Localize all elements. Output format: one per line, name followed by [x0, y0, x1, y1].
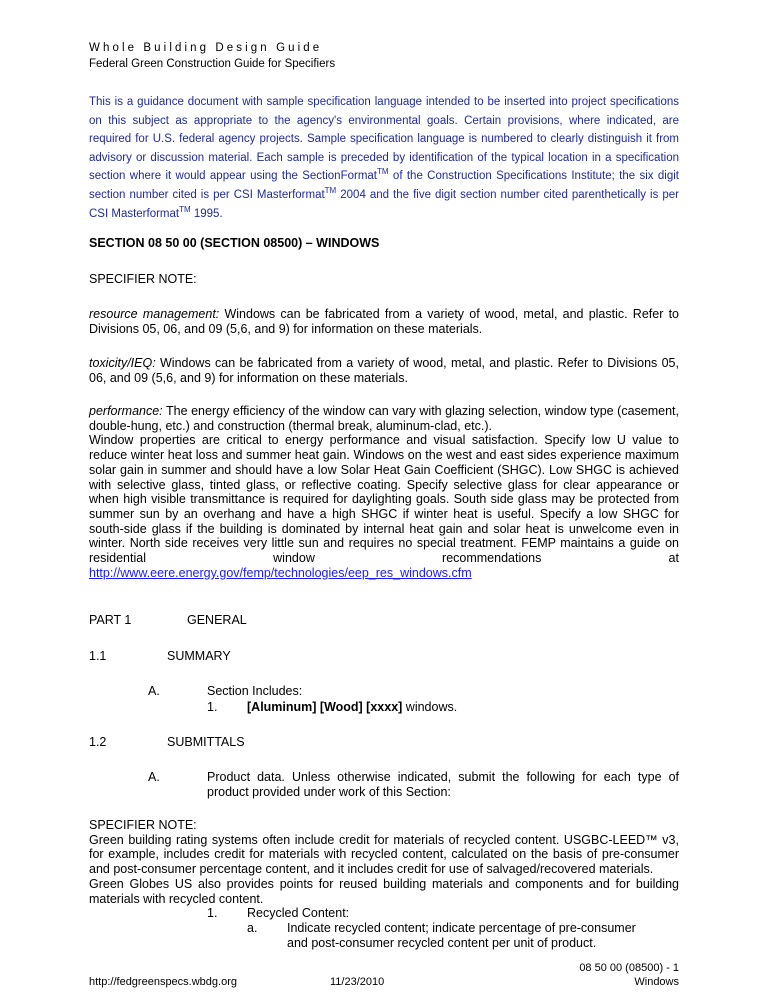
performance-note: performance: The energy efficiency of the window can vary with glazing selection, window type (casement, double-hung, etc.) and construction (thermal break, aluminum-clad, etc.). Window properties are critical to energy performance and visual satisfaction. Specify low U value to reduce winter heat loss and summer heat gain. Windows on the west and east sides experience maximum solar gain in summer and should have a low Solar Heat Gain Coefficient (SHGC). Low SHGC is achieved with selective glass, tinted glass, or reflective coating. Specify selective glass for clear appearance or when high visible transmittance is required for daylighting goals. South side glass may be protected from summer sun by an overhang and have a high SHGC if winter heat is useful. Specify a low SHGC for south-side glass if the building is dominated by internal heat gain and solar heat is unwelcome even in winter. North side receives very little sun and requires no special treatment. FEMP maintains a guide on residential window recommendations at http://www.eere.energy.gov/femp/technologies/eep_res_windows.cfm — [89, 404, 679, 580]
s11-item-number: 1. — [207, 700, 218, 714]
guide-title: Whole Building Design Guide — [89, 42, 323, 54]
s11-title: SUMMARY — [167, 649, 231, 663]
section-title: SECTION 08 50 00 (SECTION 08500) – WINDOWS — [89, 236, 380, 250]
s11-a-text: Section Includes: — [207, 684, 303, 698]
s12-a-text: Product data. Unless otherwise indicated, submit the following for each type of product provided under work of this Section: — [207, 770, 679, 799]
intro-paragraph: This is a guidance document with sample specification language intended to be inserted into project specifications on this subject as appropriate to the agency's environmental goals. Certain provisions, where indicated, are required for U.S. federal agency projects. Sample specification language is numbered to clearly distinguish it from advisory or discussion material. Each sample is preceded by identification of the typical location in a specification section where it would appear using the SectionFormat™ of the Construction Specifications Institute; the six digit section number cited is per CSI Masterformat™ 2004 and the five digit section number cited parenthetically is per CSI Masterformat™ 1995. — [89, 96, 679, 220]
recycled-a-text1: Indicate recycled content; indicate percentage of pre-consumer — [287, 921, 636, 935]
guide-subtitle: Federal Green Construction Guide for Specifiers — [89, 58, 336, 70]
femp-link[interactable]: http://www.eere.energy.gov/femp/technologies/eep_res_windows.cfm — [89, 565, 472, 580]
recycled-number: 1. — [207, 906, 218, 920]
footer-section: Windows — [634, 976, 679, 988]
s12-title: SUBMITTALS — [167, 735, 245, 749]
s12-number: 1.2 — [89, 735, 107, 749]
specifier-note-2: SPECIFIER NOTE: Green building rating systems often include credit for materials of recycled content. USGBC-LEED™ v3, for example, includes credit for materials with recycled content, calculated on the basis of pre-consumer and post-consumer percentage content, and it includes credit for use of salvaged/recovered materials. Green Globes US also provides points for reused building materials and components and for building materials with recycled content. — [89, 818, 679, 906]
s12-a-label: A. — [148, 770, 160, 784]
footer-url: http://fedgreenspecs.wbdg.org — [89, 976, 237, 988]
footer-date: 11/23/2010 — [330, 976, 385, 988]
s11-item-text: [Aluminum] [Wood] [xxxx] windows. — [247, 700, 458, 714]
footer-page: 08 50 00 (08500) - 1 — [579, 962, 679, 974]
part1-label: PART 1 — [89, 613, 132, 627]
resource-management-note: resource management: Windows can be fabricated from a variety of wood, metal, and plastic. Refer to Divisions 05, 06, and 09 (5,6, and 9) for information on these materials. — [89, 307, 679, 336]
s11-number: 1.1 — [89, 649, 107, 663]
toxicity-note: toxicity/IEQ: Windows can be fabricated from a variety of wood, metal, and plastic. Refer to Divisions 05, 06, and 09 (5,6, and 9) for information on these materials. — [89, 356, 679, 385]
recycled-title: Recycled Content: — [247, 906, 350, 920]
part1-title: GENERAL — [187, 613, 247, 627]
recycled-a-text2: and post-consumer recycled content per unit of product. — [287, 936, 597, 950]
recycled-a-label: a. — [247, 921, 258, 935]
s11-a-label: A. — [148, 684, 160, 698]
specifier-note-label: SPECIFIER NOTE: — [89, 272, 197, 286]
